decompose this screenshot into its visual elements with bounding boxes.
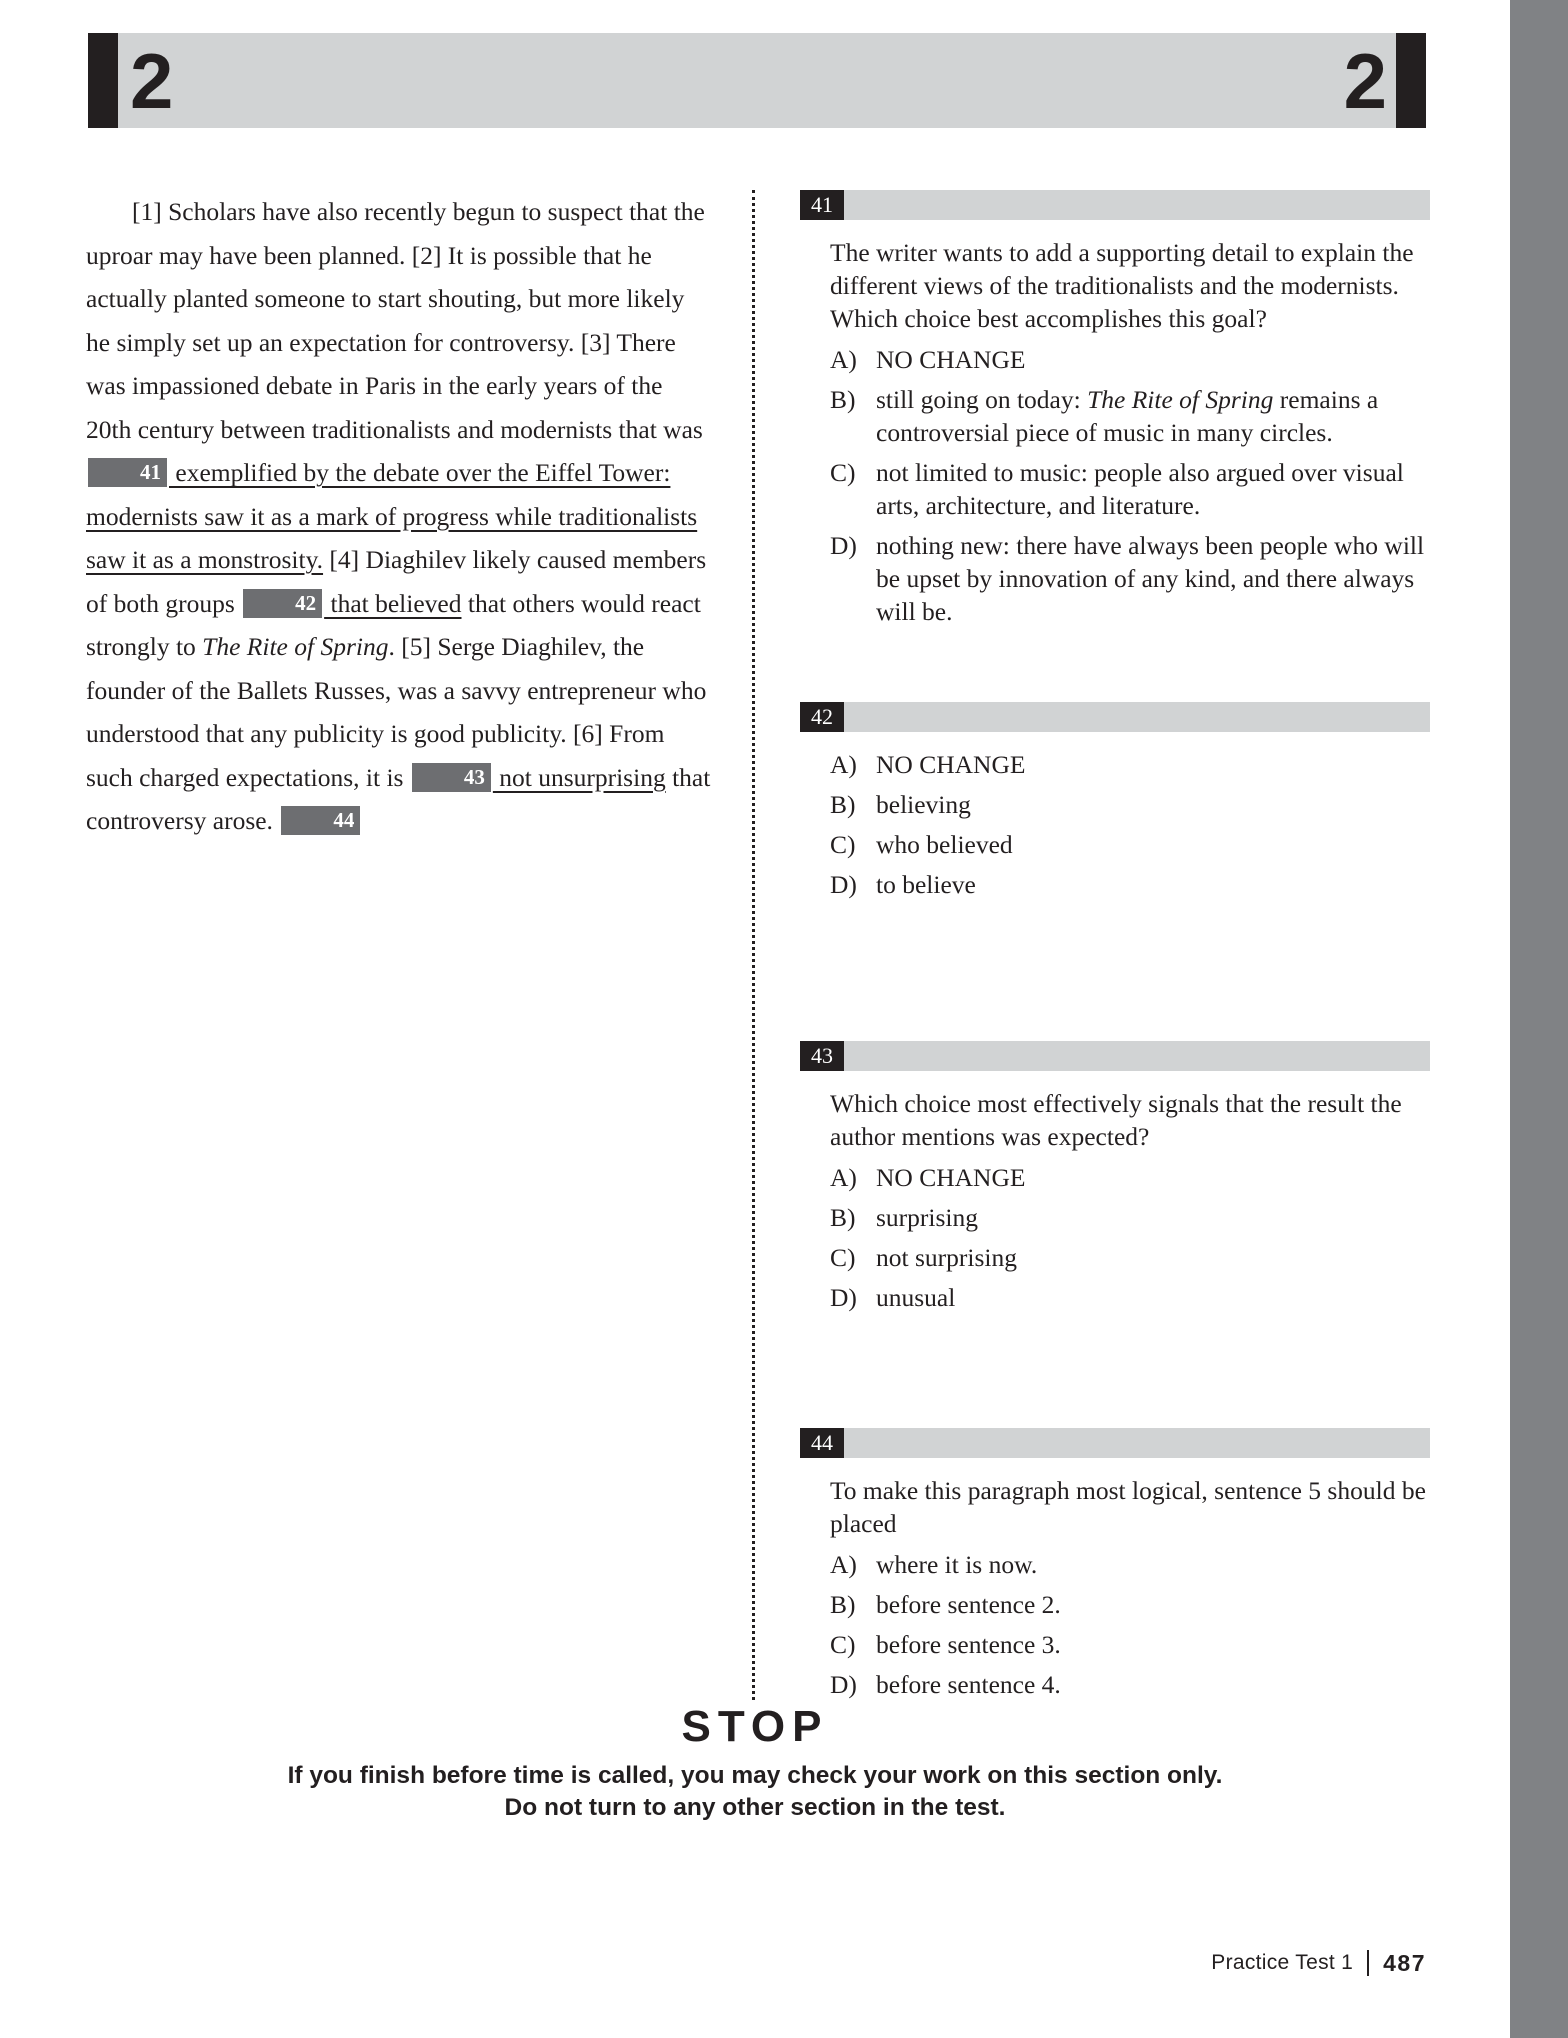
- choice-43-c[interactable]: [830, 1241, 1430, 1274]
- footer-test-label: Practice Test 1: [1211, 1951, 1354, 1974]
- choice-44-d-letter: D): [830, 1670, 857, 1699]
- stop-word: STOP: [681, 1702, 829, 1751]
- passage-run-3: [4] Diaghilev likely caused members of both groups: [86, 545, 707, 618]
- passage-marker-44: 44: [281, 806, 360, 835]
- question-42-number: 42: [800, 702, 844, 732]
- choice-41-a-letter: A): [830, 345, 857, 374]
- choice-44-b[interactable]: [830, 1588, 1430, 1621]
- question-41-number: 41: [800, 190, 844, 220]
- choice-43-b-text: surprising: [876, 1203, 978, 1232]
- stop-block: [0, 1700, 1510, 1824]
- choice-43-a[interactable]: [830, 1161, 1430, 1194]
- stop-instruction-2: Do not turn to any other section in the test.: [504, 1794, 1006, 1821]
- choice-42-b[interactable]: [830, 788, 1430, 821]
- choice-41-b-letter: B): [830, 385, 856, 414]
- question-44-choices: [800, 1548, 1430, 1701]
- choice-41-d-text: nothing new: there have always been people who will be upset by innovation of any kind, and there always will be.: [876, 531, 1425, 626]
- passage-run-8: . [5] Serge Diaghilev, the founder of the Ballets Russes, was a savvy entrepreneur who understood that any publicity is good publicity. [6] From such charged expectations, it is: [86, 632, 707, 792]
- choice-41-d[interactable]: [830, 529, 1430, 628]
- choice-44-d[interactable]: [830, 1668, 1430, 1701]
- question-41: [800, 190, 1430, 628]
- passage-marker-41: 41: [88, 458, 167, 487]
- spacer-after-43: [800, 1336, 1430, 1428]
- choice-44-c[interactable]: [830, 1628, 1430, 1661]
- choice-43-b-letter: B): [830, 1203, 856, 1232]
- choice-43-a-text: NO CHANGE: [876, 1163, 1026, 1192]
- section-number-left: 2: [130, 36, 173, 125]
- passage-underlined-5: that believed: [324, 588, 462, 618]
- question-42-choices: [800, 748, 1430, 901]
- passage-underlined-2: exemplified by the debate over the Eiffel Tower: modernists saw it as a mark of progress while traditionalists saw it as a monstrosity.: [86, 458, 698, 574]
- column-divider: [752, 190, 755, 1700]
- header-rule-left: [88, 33, 118, 128]
- choice-43-d-text: unusual: [876, 1283, 956, 1312]
- question-41-bar: [800, 190, 1430, 220]
- choice-43-c-text: not surprising: [876, 1243, 1017, 1272]
- question-44-stem: To make this paragraph most logical, sentence 5 should be placed: [830, 1476, 1426, 1538]
- choice-41-d-letter: D): [830, 531, 857, 560]
- choice-44-b-letter: B): [830, 1590, 856, 1619]
- question-44: [800, 1428, 1430, 1701]
- question-43: [800, 1041, 1430, 1314]
- question-43-choices: [800, 1161, 1430, 1314]
- choice-43-d-letter: D): [830, 1283, 857, 1312]
- choice-41-c-text: not limited to music: people also argued over visual arts, architecture, and literature.: [876, 458, 1404, 520]
- choice-44-a-letter: A): [830, 1550, 857, 1579]
- question-41-choices: [800, 343, 1430, 628]
- page-edge-band: [1510, 0, 1568, 2038]
- choice-43-b[interactable]: [830, 1201, 1430, 1234]
- question-42-bar: [800, 702, 1430, 732]
- choice-42-c[interactable]: [830, 828, 1430, 861]
- stop-instruction-1: If you finish before time is called, you may check your work on this section only.: [287, 1762, 1223, 1789]
- questions-column: [800, 190, 1430, 1723]
- passage-run-6: that others would react strongly to: [86, 588, 701, 661]
- choice-44-b-text: before sentence 2.: [876, 1590, 1061, 1619]
- choice-41-a-text: NO CHANGE: [876, 345, 1026, 374]
- choice-43-d[interactable]: [830, 1281, 1430, 1314]
- passage-italic-7: The Rite of Spring: [202, 632, 389, 661]
- choice-41-c-letter: C): [830, 458, 856, 487]
- passage-column: [86, 190, 711, 843]
- question-41-stem: The writer wants to add a supporting detail to explain the different views of the traditionalists and the modernists. Which choice best accomplishes this goal?: [830, 238, 1414, 333]
- question-43-bar: [800, 1041, 1430, 1071]
- choice-42-d[interactable]: [830, 868, 1430, 901]
- passage-run-11: that controversy arose.: [86, 762, 711, 835]
- choice-42-d-text: to believe: [876, 870, 976, 899]
- choice-42-c-letter: C): [830, 830, 856, 859]
- spacer-after-41: [800, 650, 1430, 702]
- choice-43-c-letter: C): [830, 1243, 856, 1272]
- choice-44-a-text: where it is now.: [876, 1550, 1038, 1579]
- choice-44-c-text: before sentence 3.: [876, 1630, 1061, 1659]
- header-rule-right: [1396, 33, 1426, 128]
- footer-separator: [1367, 1950, 1369, 1976]
- question-43-number: 43: [800, 1041, 844, 1071]
- choice-42-c-text: who believed: [876, 830, 1013, 859]
- question-42: [800, 702, 1430, 901]
- passage-text: [86, 190, 711, 843]
- passage-underlined-10: not unsurprising: [492, 762, 666, 792]
- passage-marker-43: 43: [412, 763, 491, 792]
- choice-42-b-letter: B): [830, 790, 856, 819]
- header-band: [118, 33, 1396, 128]
- choice-41-b-text: still going on today: The Rite of Spring remains a controversial piece of music in many circles.: [876, 385, 1379, 447]
- choice-42-a-letter: A): [830, 750, 857, 779]
- choice-41-c[interactable]: [830, 456, 1430, 522]
- choice-44-c-letter: C): [830, 1630, 856, 1659]
- choice-42-a[interactable]: [830, 748, 1430, 781]
- choice-42-d-letter: D): [830, 870, 857, 899]
- section-header: [88, 33, 1426, 128]
- footer-page-number: 487: [1383, 1950, 1426, 1976]
- choice-41-b[interactable]: [830, 383, 1430, 449]
- section-number-right: 2: [1343, 36, 1386, 125]
- choice-44-d-text: before sentence 4.: [876, 1670, 1061, 1699]
- page-footer: [1211, 1950, 1426, 1976]
- question-43-stem: Which choice most effectively signals that the result the author mentions was expected?: [830, 1089, 1402, 1151]
- choice-42-a-text: NO CHANGE: [876, 750, 1026, 779]
- choice-44-a[interactable]: [830, 1548, 1430, 1581]
- choice-42-b-text: believing: [876, 790, 971, 819]
- question-44-number: 44: [800, 1428, 844, 1458]
- spacer-after-42: [800, 923, 1430, 1041]
- passage-run-0: [1] Scholars have also recently begun to suspect that the uproar may have been planned. [2] It is possible that he actually planted someone to start shouting, but more likely he simply set up an expectation for controversy. [3] There was impassioned debate in Paris in the early years of the 20th century between traditionalists and modernists that was: [86, 197, 705, 444]
- passage-marker-42: 42: [243, 589, 322, 618]
- choice-41-a[interactable]: [830, 343, 1430, 376]
- choice-43-a-letter: A): [830, 1163, 857, 1192]
- question-44-bar: [800, 1428, 1430, 1458]
